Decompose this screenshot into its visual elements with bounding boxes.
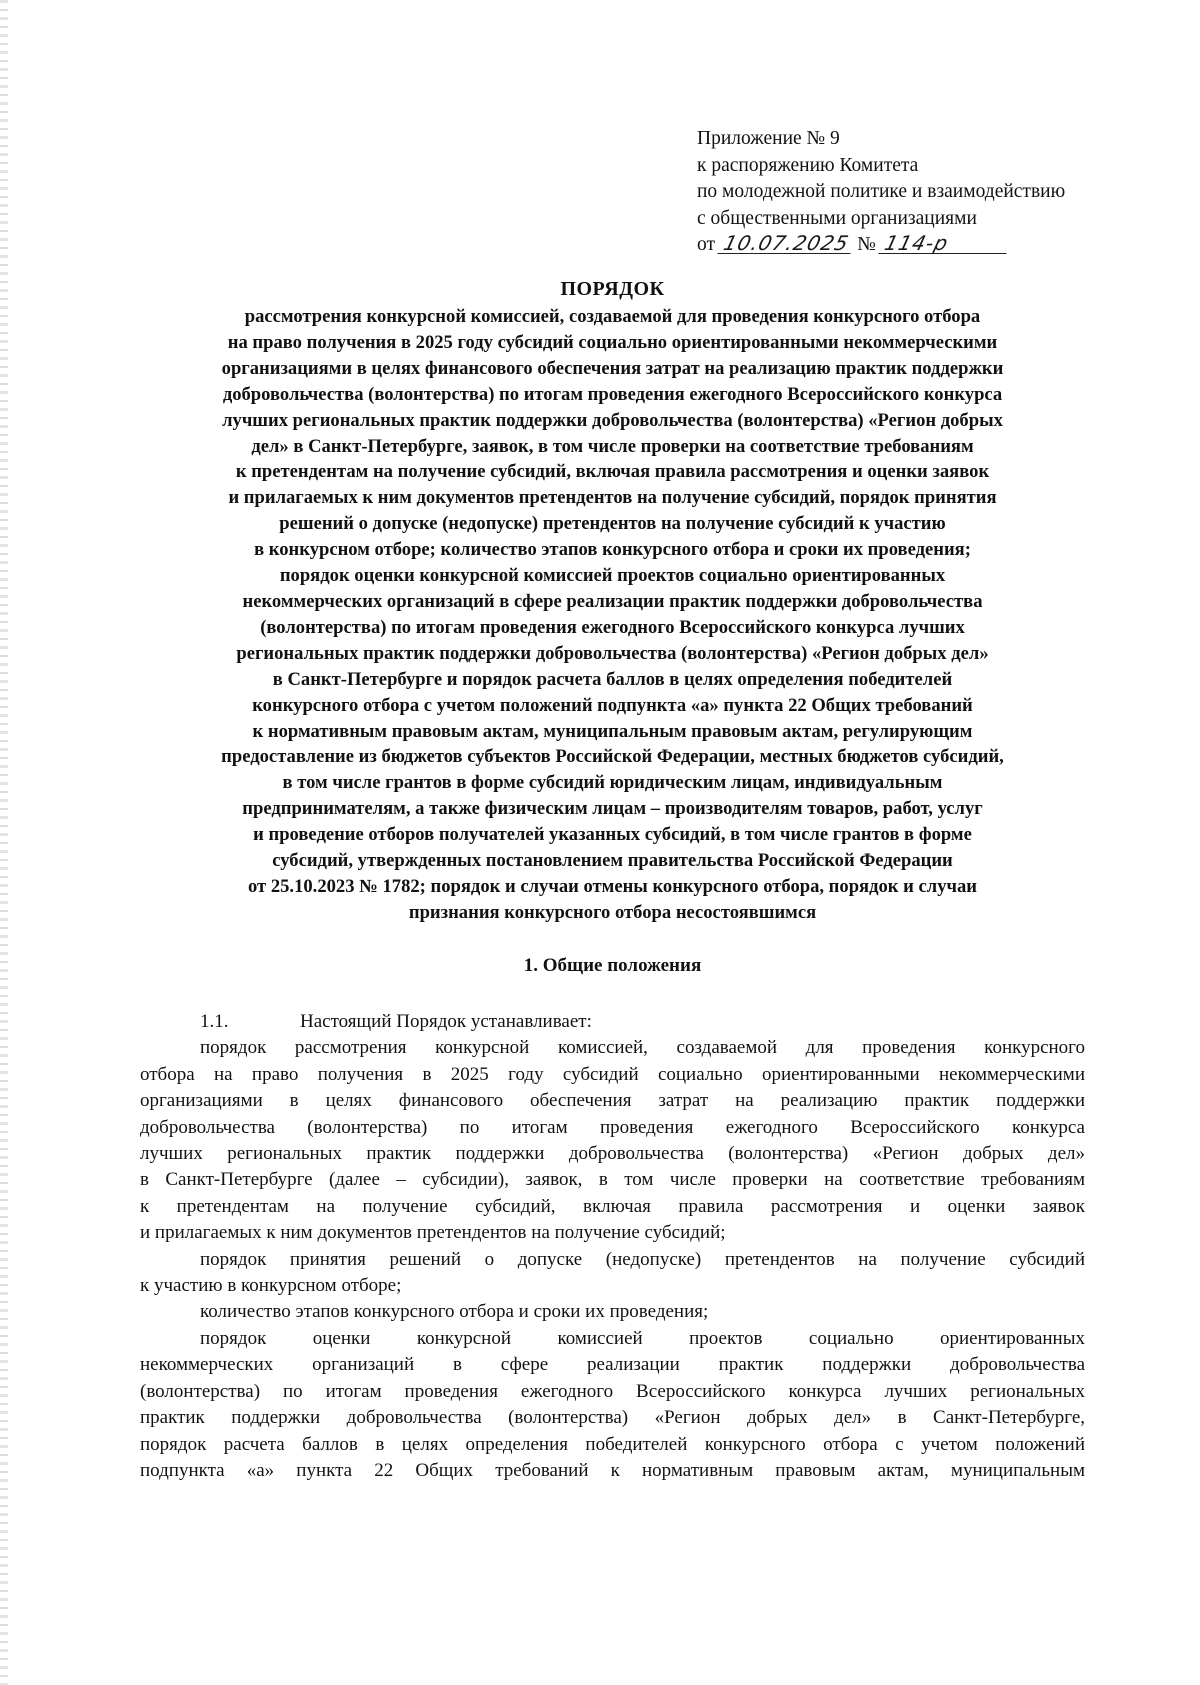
- subtitle-line: конкурсного отбора с учетом положений подпункта «а» пункта 22 Общих требований: [252, 694, 973, 716]
- subtitle-line: в конкурсном отборе; количество этапов конкурсного отбора и сроки их проведения;: [254, 539, 971, 561]
- subtitle-line: некоммерческих организаций в сфере реализации практик поддержки добровольчества: [242, 590, 983, 612]
- subtitle-line: предоставление из бюджетов субъектов Российской Федерации, местных бюджетов субсидий,: [221, 746, 1004, 768]
- body-line: порядок расчета баллов в целях определения победителей конкурсного отбора с учетом положений: [140, 1433, 1085, 1455]
- body-line: порядок оценки конкурсной комиссией проектов социально ориентированных: [200, 1327, 1085, 1349]
- subtitle-line: региональных практик поддержки добровольчества (волонтерства) «Регион добрых дел»: [236, 642, 989, 664]
- document-page: [140, 0, 1085, 1685]
- subtitle-line: порядок оценки конкурсной комиссией проектов социально ориентированных: [279, 565, 946, 587]
- document-subtitle: [140, 304, 1085, 926]
- subtitle-line: признания конкурсного отбора несостоявшимся: [408, 901, 817, 923]
- subtitle-line: решений о допуске (недопуске) претендентов на получение субсидий к участию: [279, 513, 946, 535]
- body-line: добровольчества (волонтерства) по итогам проведения ежегодного Всероссийского конкурса: [140, 1116, 1085, 1138]
- body-line: в Санкт-Петербурге (далее – субсидии), заявок, в том числе проверки на соответствие требованиям: [140, 1169, 1085, 1191]
- scan-edge-artifact: [0, 0, 8, 1685]
- appendix-line: Приложение № 9: [697, 128, 840, 149]
- body-line: порядок рассмотрения конкурсной комиссией, создаваемой для проведения конкурсного: [200, 1037, 1085, 1059]
- body-line: и прилагаемых к ним документов претендентов на получение субсидий;: [140, 1222, 726, 1244]
- body-line: к претендентам на получение субсидий, включая правила рассмотрения и оценки заявок: [140, 1195, 1085, 1217]
- subtitle-line: организациями в целях финансового обеспечения затрат на реализацию практик поддержки: [221, 357, 1004, 379]
- body-line: лучших региональных практик поддержки добровольчества (волонтерства) «Регион добрых дел»: [140, 1143, 1085, 1165]
- subtitle-line: в том числе грантов в форме субсидий юридическим лицам, индивидуальным: [282, 772, 943, 794]
- paragraph-text: Настоящий Порядок устанавливает:: [300, 1011, 592, 1032]
- subtitle-line: лучших региональных практик поддержки добровольчества (волонтерства) «Регион добрых: [222, 409, 1003, 431]
- body-line: организациями в целях финансового обеспечения затрат на реализацию практик поддержки: [140, 1090, 1085, 1112]
- appendix-line: по молодежной политике и взаимодействию: [697, 181, 1066, 202]
- paragraph-number: 1.1.: [200, 1011, 229, 1032]
- body-line: (волонтерства) по итогам проведения ежегодного Всероссийского конкурса лучших региональных: [140, 1380, 1085, 1402]
- subtitle-line: рассмотрения конкурсной комиссией, создаваемой для проведения конкурсного отбора: [244, 306, 981, 327]
- body-line: количество этапов конкурсного отбора и сроки их проведения;: [200, 1301, 709, 1323]
- body-line: некоммерческих организаций в сфере реализации практик поддержки добровольчества: [140, 1354, 1085, 1376]
- body-line: отбора на право получения в 2025 году субсидий социально ориентированными некоммерческими: [140, 1063, 1085, 1085]
- appendix-date-number-line: [697, 232, 1137, 259]
- appendix-header: [697, 126, 1137, 259]
- subtitle-line: к нормативным правовым актам, муниципальным правовым актам, регулирующим: [252, 720, 973, 742]
- subtitle-line: к претендентам на получение субсидий, включая правила рассмотрения и оценки заявок: [235, 461, 990, 483]
- subtitle-line: дел» в Санкт-Петербурге, заявок, в том числе проверки на соответствие требованиям: [251, 435, 974, 457]
- date-prefix: от: [697, 234, 716, 255]
- section-heading: 1. Общие положения: [523, 955, 702, 976]
- subtitle-line: от 25.10.2023 № 1782; порядок и случаи отмены конкурсного отбора, порядок и случаи: [248, 875, 977, 897]
- subtitle-line: предпринимателям, а также физическим лицам – производителям товаров, работ, услуг: [242, 798, 983, 820]
- subtitle-line: в Санкт-Петербурге и порядок расчета баллов в целях определения победителей: [272, 668, 953, 690]
- subtitle-line: добровольчества (волонтерства) по итогам проведения ежегодного Всероссийского конкурса: [222, 383, 1003, 405]
- handwritten-number: 114-р: [878, 233, 1011, 254]
- number-prefix: №: [857, 234, 876, 255]
- appendix-line: с общественными организациями: [697, 207, 977, 229]
- handwritten-date: 10.07.2025: [717, 233, 855, 254]
- document-body: [140, 1009, 1085, 1484]
- subtitle-line: субсидий, утвержденных постановлением правительства Российской Федерации: [272, 850, 953, 872]
- body-line: подпункта «а» пункта 22 Общих требований к нормативным правовым актам, муниципальным: [140, 1459, 1085, 1481]
- body-line: к участию в конкурсном отборе;: [140, 1275, 402, 1297]
- subtitle-line: и прилагаемых к ним документов претендентов на получение субсидий, порядок принятия: [228, 487, 997, 509]
- body-line: порядок принятия решений о допуске (недопуске) претендентов на получение субсидий: [200, 1248, 1085, 1270]
- subtitle-line: (волонтерства) по итогам проведения ежегодного Всероссийского конкурса лучших: [260, 616, 965, 638]
- body-line: практик поддержки добровольчества (волонтерства) «Регион добрых дел» в Санкт-Петербурге,: [140, 1407, 1085, 1429]
- appendix-line: к распоряжению Комитета: [697, 154, 919, 176]
- document-title: ПОРЯДОК: [560, 278, 665, 300]
- subtitle-line: и проведение отборов получателей указанных субсидий, в том числе грантов в форме: [253, 824, 972, 846]
- subtitle-line: на право получения в 2025 году субсидий социально ориентированными некоммерческими: [227, 331, 998, 353]
- paragraph-1-1: [140, 1009, 1085, 1035]
